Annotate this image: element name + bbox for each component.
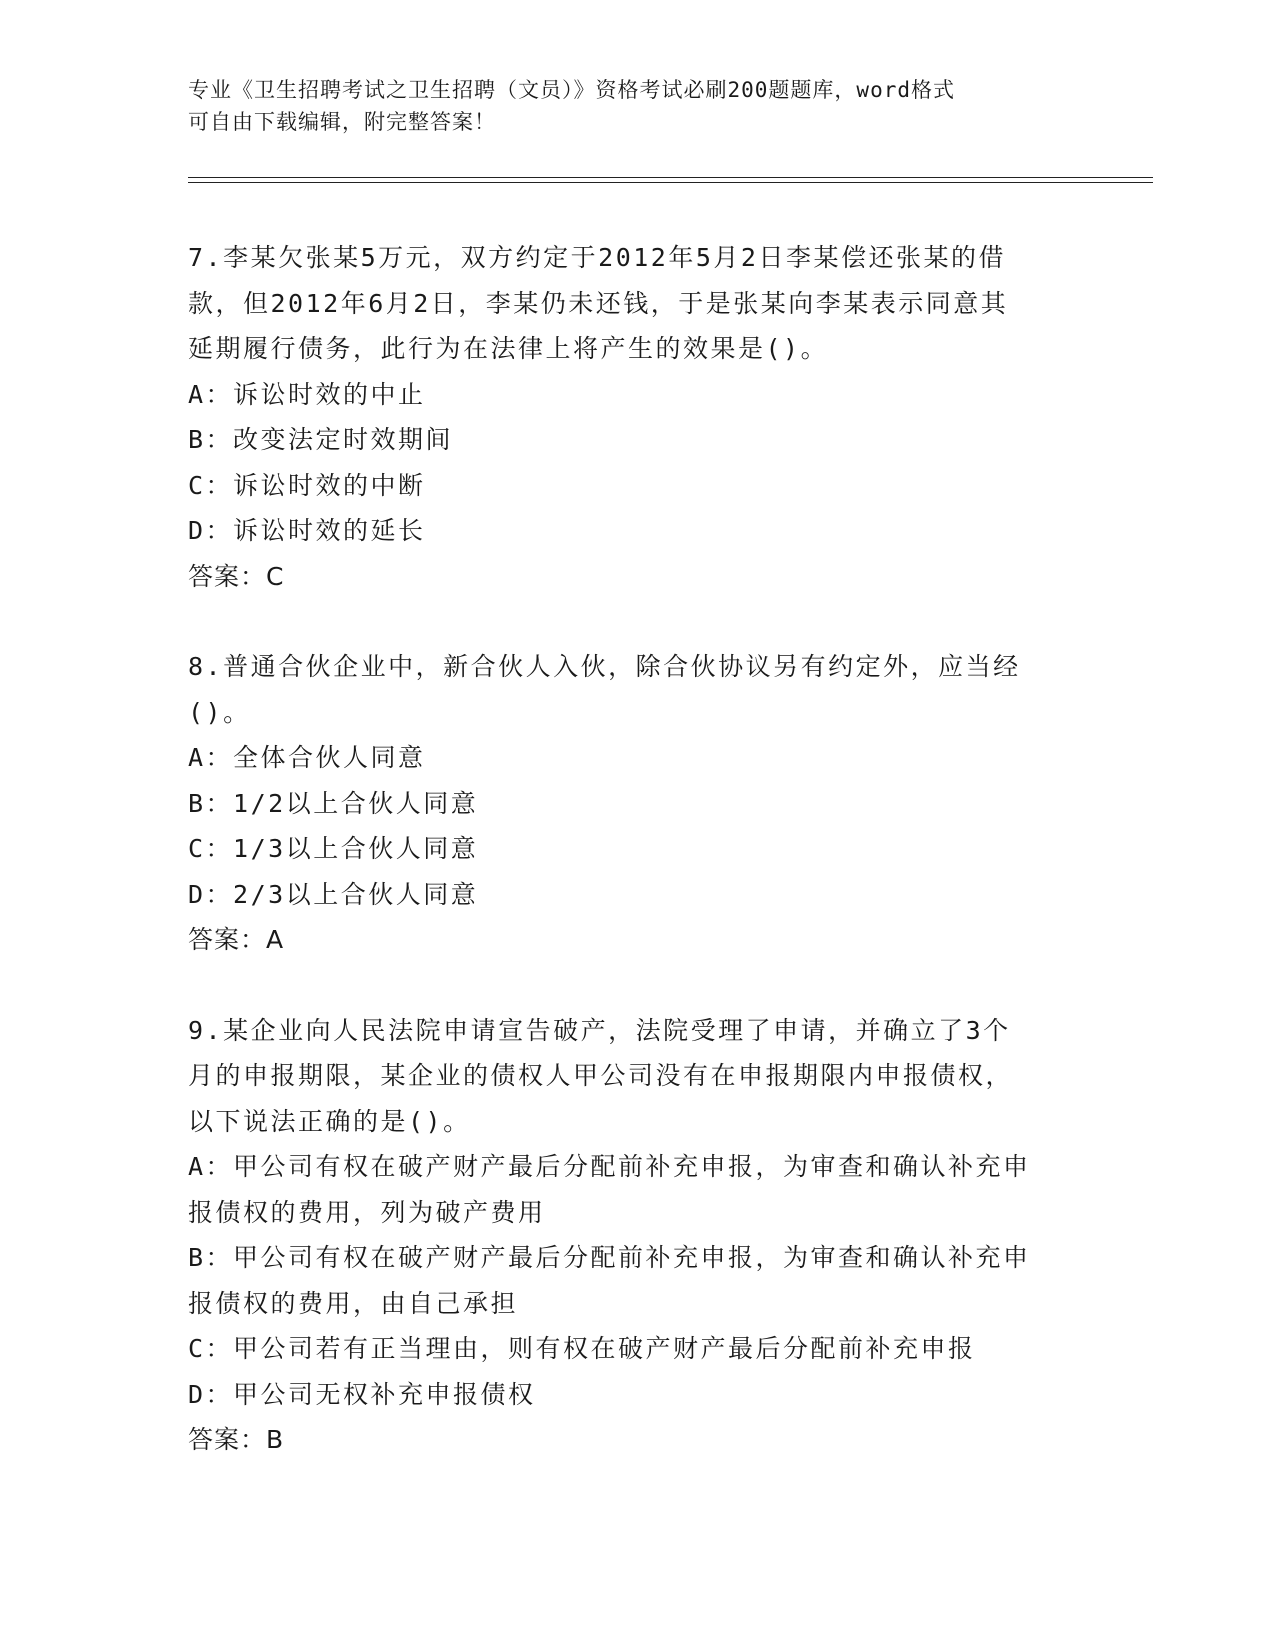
question-block	[188, 1008, 1088, 1463]
header-line-1: 专业《卫生招聘考试之卫生招聘（文员）》资格考试必刷200题题库，word格式	[188, 78, 955, 102]
document-header	[188, 74, 1088, 138]
question-text: 延期履行债务，此行为在法律上将产生的效果是()。	[188, 334, 829, 363]
header-divider-top	[188, 177, 1153, 178]
header-line-2: 可自由下载编辑，附完整答案！	[188, 110, 496, 134]
header-divider-bottom	[188, 182, 1153, 183]
option-b-continued: 报债权的费用，由自己承担	[188, 1288, 519, 1318]
question-block	[188, 644, 1088, 963]
answer: 答案：C	[188, 561, 285, 591]
answer: 答案：B	[188, 1425, 285, 1454]
answer: 答案：A	[188, 925, 285, 954]
question-block	[188, 235, 1088, 599]
option-d: D：2/3以上合伙人同意	[188, 879, 479, 909]
question-text: 8.普通合伙企业中，新合伙人入伙，除合伙协议另有约定外，应当经	[188, 652, 1021, 681]
question-text: 月的申报期限，某企业的债权人甲公司没有在申报期限内申报债权，	[188, 1061, 1014, 1090]
option-b: B：改变法定时效期间	[188, 425, 454, 454]
question-list	[188, 235, 1088, 1463]
option-d: D：甲公司无权补充申报债权	[188, 1379, 536, 1409]
question-text: 款，但2012年6月2日，李某仍未还钱，于是张某向李某表示同意其	[188, 288, 1009, 318]
option-c: C：1/3以上合伙人同意	[188, 834, 479, 863]
option-b: B：1/2以上合伙人同意	[188, 788, 479, 818]
option-d: D：诉讼时效的延长	[188, 516, 426, 545]
option-a: A：全体合伙人同意	[188, 743, 426, 772]
question-text: 9.某企业向人民法院申请宣告破产，法院受理了申请，并确立了3个	[188, 1015, 1011, 1045]
option-a-continued: 报债权的费用，列为破产费用	[188, 1197, 546, 1227]
option-a: A：甲公司有权在破产财产最后分配前补充申报，为审查和确认补充申	[188, 1152, 1031, 1181]
option-c: C：甲公司若有正当理由，则有权在破产财产最后分配前补充申报	[188, 1334, 976, 1363]
option-c: C：诉讼时效的中断	[188, 470, 426, 500]
option-a: A：诉讼时效的中止	[188, 379, 426, 409]
question-text: 以下说法正确的是()。	[188, 1106, 471, 1136]
question-text: ()。	[188, 697, 251, 727]
question-text: 7.李某欠张某5万元，双方约定于2012年5月2日李某偿还张某的借	[188, 243, 1006, 272]
option-b: B：甲公司有权在破产财产最后分配前补充申报，为审查和确认补充申	[188, 1243, 1031, 1272]
